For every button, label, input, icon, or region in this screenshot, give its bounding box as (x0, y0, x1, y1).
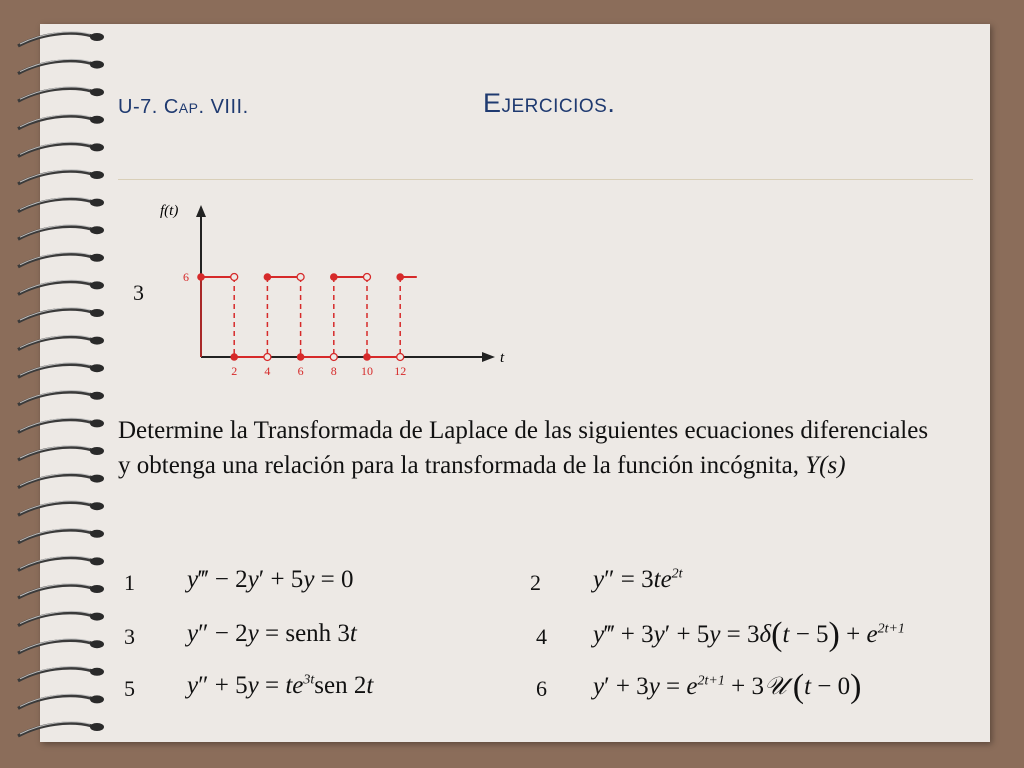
exercise-2-equation: $y'' = 3te^{2t}$ (593, 566, 683, 593)
spiral-binding (0, 0, 120, 768)
exercise-2-number: 2 (530, 570, 541, 595)
exercise-3-equation: y″ − 2y = senh 3t (187, 620, 357, 647)
graph-point-closed (330, 273, 338, 281)
exercise-5-equation: $y'' + 5y = te^{3t}sen$ 2t (187, 672, 374, 699)
spiral-hole (90, 585, 104, 593)
exercise-6-number: 6 (536, 676, 547, 701)
spiral-hole (90, 61, 104, 69)
spiral-hole (90, 447, 104, 455)
spiral-hole (90, 502, 104, 510)
y-axis-arrow (196, 205, 206, 217)
unit-heading (118, 96, 249, 119)
spiral-hole (90, 640, 104, 648)
spiral-hole (90, 419, 104, 427)
exercise-4-equation: y‴ + $3y' + 5y = 3\delta(t - 5) + e^{2t+1}$ (593, 616, 905, 653)
spiral-hole (90, 199, 104, 207)
exercise-1-number: 1 (124, 570, 135, 595)
graph-exercise-number: 3 (133, 280, 144, 305)
spiral-hole (90, 475, 104, 483)
spiral-hole (90, 392, 104, 400)
spiral-hole (90, 309, 104, 317)
header-divider (118, 179, 973, 180)
spiral-hole (90, 171, 104, 179)
exercise-6-equation: $y' + 3y = e^{2t+1}$ + 3𝒰 (t − 0) (593, 668, 862, 705)
exercise-4-number: 4 (536, 624, 547, 649)
x-tick-label: 12 (394, 364, 407, 378)
graph-point-closed (396, 273, 404, 281)
page-title-text: Ejercicios. (483, 88, 616, 118)
page-title (483, 88, 615, 119)
graph-point-closed (264, 273, 272, 281)
spiral-hole (90, 530, 104, 538)
spiral-hole (90, 143, 104, 151)
graph-point-open (297, 274, 304, 281)
spiral-hole (90, 337, 104, 345)
spiral-hole (90, 613, 104, 621)
x-tick-label: 2 (231, 364, 238, 378)
x-tick-label: 8 (330, 364, 337, 378)
spiral-hole (90, 281, 104, 289)
x-tick-label: 6 (297, 364, 304, 378)
graph-point-open (231, 274, 238, 281)
graph-point-closed (230, 353, 238, 361)
spiral-hole (90, 226, 104, 234)
y-tick-6: 6 (183, 270, 189, 284)
spiral-hole (90, 364, 104, 372)
spiral-hole (90, 88, 104, 96)
exercise-5-number: 5 (124, 676, 135, 701)
graph-point-open (364, 274, 371, 281)
x-axis-label: t (500, 350, 505, 366)
spiral-hole (90, 695, 104, 703)
exercise-3-number: 3 (124, 624, 135, 649)
x-axis-arrow (482, 352, 495, 362)
graph-point-closed (297, 353, 305, 361)
spiral-hole (90, 557, 104, 565)
exercise-1-equation: y‴ − 2y′ + 5y = 0 (187, 566, 354, 593)
instructions-paragraph (118, 413, 938, 483)
instructions-variable: Y(s) (805, 452, 846, 479)
y-axis-label: f(t) (160, 203, 179, 219)
spiral-hole (90, 668, 104, 676)
spiral-hole (90, 33, 104, 41)
graph-point-closed (197, 273, 205, 281)
unit-heading-text: U-7. Cap. VIII. (118, 96, 249, 118)
graph-point-open (330, 354, 337, 361)
piecewise-function-graph (150, 195, 520, 385)
x-tick-label: 4 (264, 364, 271, 378)
spiral-hole (90, 254, 104, 262)
spiral-hole (90, 116, 104, 124)
instructions-text: Determine la Transformada de Laplace de las siguientes ecuaciones diferenciales y obtenga una relación para la transformada de la función incógnita, (118, 417, 929, 479)
graph-point-open (397, 354, 404, 361)
spiral-hole (90, 723, 104, 731)
graph-point-closed (363, 353, 371, 361)
graph-point-open (264, 354, 271, 361)
x-tick-label: 10 (361, 364, 373, 378)
